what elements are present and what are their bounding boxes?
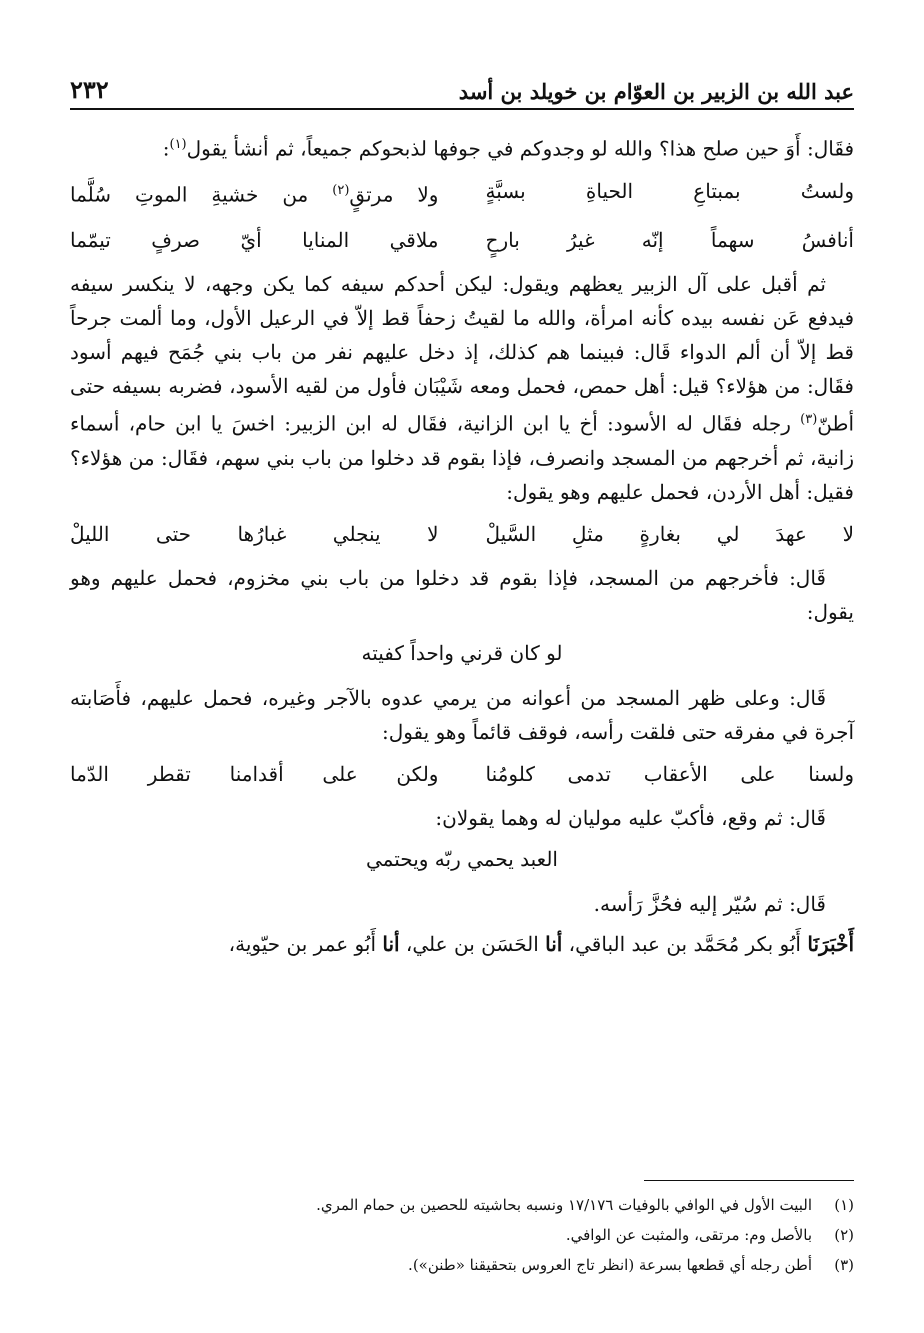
verse-line-4: لو كان قرني واحداً كفيته [361, 640, 563, 665]
hemistich-right: أنافسُ سهماً إنّه غيرُ بارحٍ [485, 228, 854, 253]
page-header [70, 62, 854, 110]
hemistich-right: ولسنا على الأعقاب تدمى كلومُنا [485, 761, 854, 786]
paragraph-2: ثم أقبل على آل الزبير يعظهم ويقول: ليكن أحدكم سيفه كما يكن وجهه، لا ينكسر سيفه فيدفع عَن نفسه بيده كأنه امرأة، والله ما لقيتُ زحفاً قط إلاّ في الرعيل الأول، وما ألمت جرحاً قط إلاّ أن ألم الدواء قَال: فبينما هم كذلك، إذ دخل عليهم نفر من باب بني جُمَح فيهم أسود فقَال: من هؤلاء؟ قيل: أهل حمص، فحمل ومعه شَيْبَان فأول من لقيه الأسود، فضربه بسيفه حتى أطنّ$^{(٣)}$ رجله فقَال له الأسود: أخ يا ابن الزانية، فقَال له ابن الزبير: اخسَ يا ابن حام، أسماء زانية، ثم أخرجهم من المسجد وانصرف، فإذا بقوم قد دخلوا من باب بني سهم، فقَال: من هؤلاء؟ فقيل: أهل الأردن، فحمل عليهم وهو يقول: [70, 272, 854, 504]
footnote-divider [644, 1180, 854, 1181]
hemistich-left: لا ينجلي غبارُها حتى الليلْ [70, 521, 439, 546]
verse-line-5 [70, 755, 854, 793]
paragraph-3: قَال: فأخرجهم من المسجد، فإذا بقوم قد دخلوا من باب بني مخزوم، فحمل عليهم وهو يقول: [70, 565, 854, 624]
hemistich-left: ولا مرتقٍ$^{(٢)}$ من خشيةِ الموتِ سُلَّما [70, 182, 439, 207]
verse-line-6: العبد يحمي ربّه ويحتمي [366, 846, 558, 871]
paragraph-7: أَخْبَرَنَا أَبُو بكر مُحَمَّد بن عبد الباقي، أنا الحَسَن بن علي، أنا أَبُو عمر بن حيّوية، [228, 931, 854, 956]
footnote-1: (١) البيت الأول في الوافي بالوفيات ١٧/١٧٦ ونسبه بحاشيته للحصين بن حمام المري. [316, 1196, 854, 1214]
footnote-3: (٣) أطن رجله أي قطعها بسرعة (انظر تاج العروس بتحقيقنا «طنن»). [408, 1256, 854, 1274]
verse-line-1 [70, 172, 854, 214]
hemistich-left: ملاقي المنايا أيّ صرفٍ تيمّما [70, 228, 439, 253]
page-number: ٢٣٢ [70, 75, 109, 104]
paragraph-4: قَال: وعلى ظهر المسجد من أعوانه من يرمي عدوه بالآجر وغيره، فحمل عليهم، فأَصَابته آجرة في مفرقه حتى فلقت رأسه، فوقف قائماً وهو يقول: [70, 685, 854, 744]
hemistich-right: ولستُ بمبتاعِ الحياةِ بسبَّةٍ [485, 178, 854, 203]
verse-line-2 [70, 221, 854, 259]
footnote-ref-3[interactable]: (٣) [800, 412, 818, 428]
verse-line-3 [70, 515, 854, 553]
paragraph-6: قَال: ثم سُيّر إليه فحُزَّ رَأسه. [593, 891, 826, 916]
footnote-ref-1[interactable]: (١) [169, 137, 187, 152]
running-title: عبد الله بن الزبير بن العوّام بن خويلد بن أسد [458, 79, 854, 104]
main-text [70, 128, 854, 967]
hemistich-left: ولكن على أقدامنا تقطر الدّما [70, 761, 439, 786]
footnotes [70, 1190, 854, 1280]
footnote-ref-2[interactable]: (٢) [332, 182, 350, 198]
paragraph-1: فقَال: أَوَ حين صلح هذا؟ والله لو وجدوكم في جوفها لذبحوكم جميعاً، ثم أنشأ يقول$^{(١)}$: [162, 136, 854, 161]
paragraph-5: قَال: ثم وقع، فأكبّ عليه موليان له وهما يقولان: [435, 805, 826, 830]
hemistich-right: لا عهدَ لي بغارةٍ مثلِ السَّيلْ [485, 521, 854, 546]
footnote-2: (٢) بالأصل وم: مرتقى، والمثبت عن الوافي. [565, 1226, 854, 1244]
